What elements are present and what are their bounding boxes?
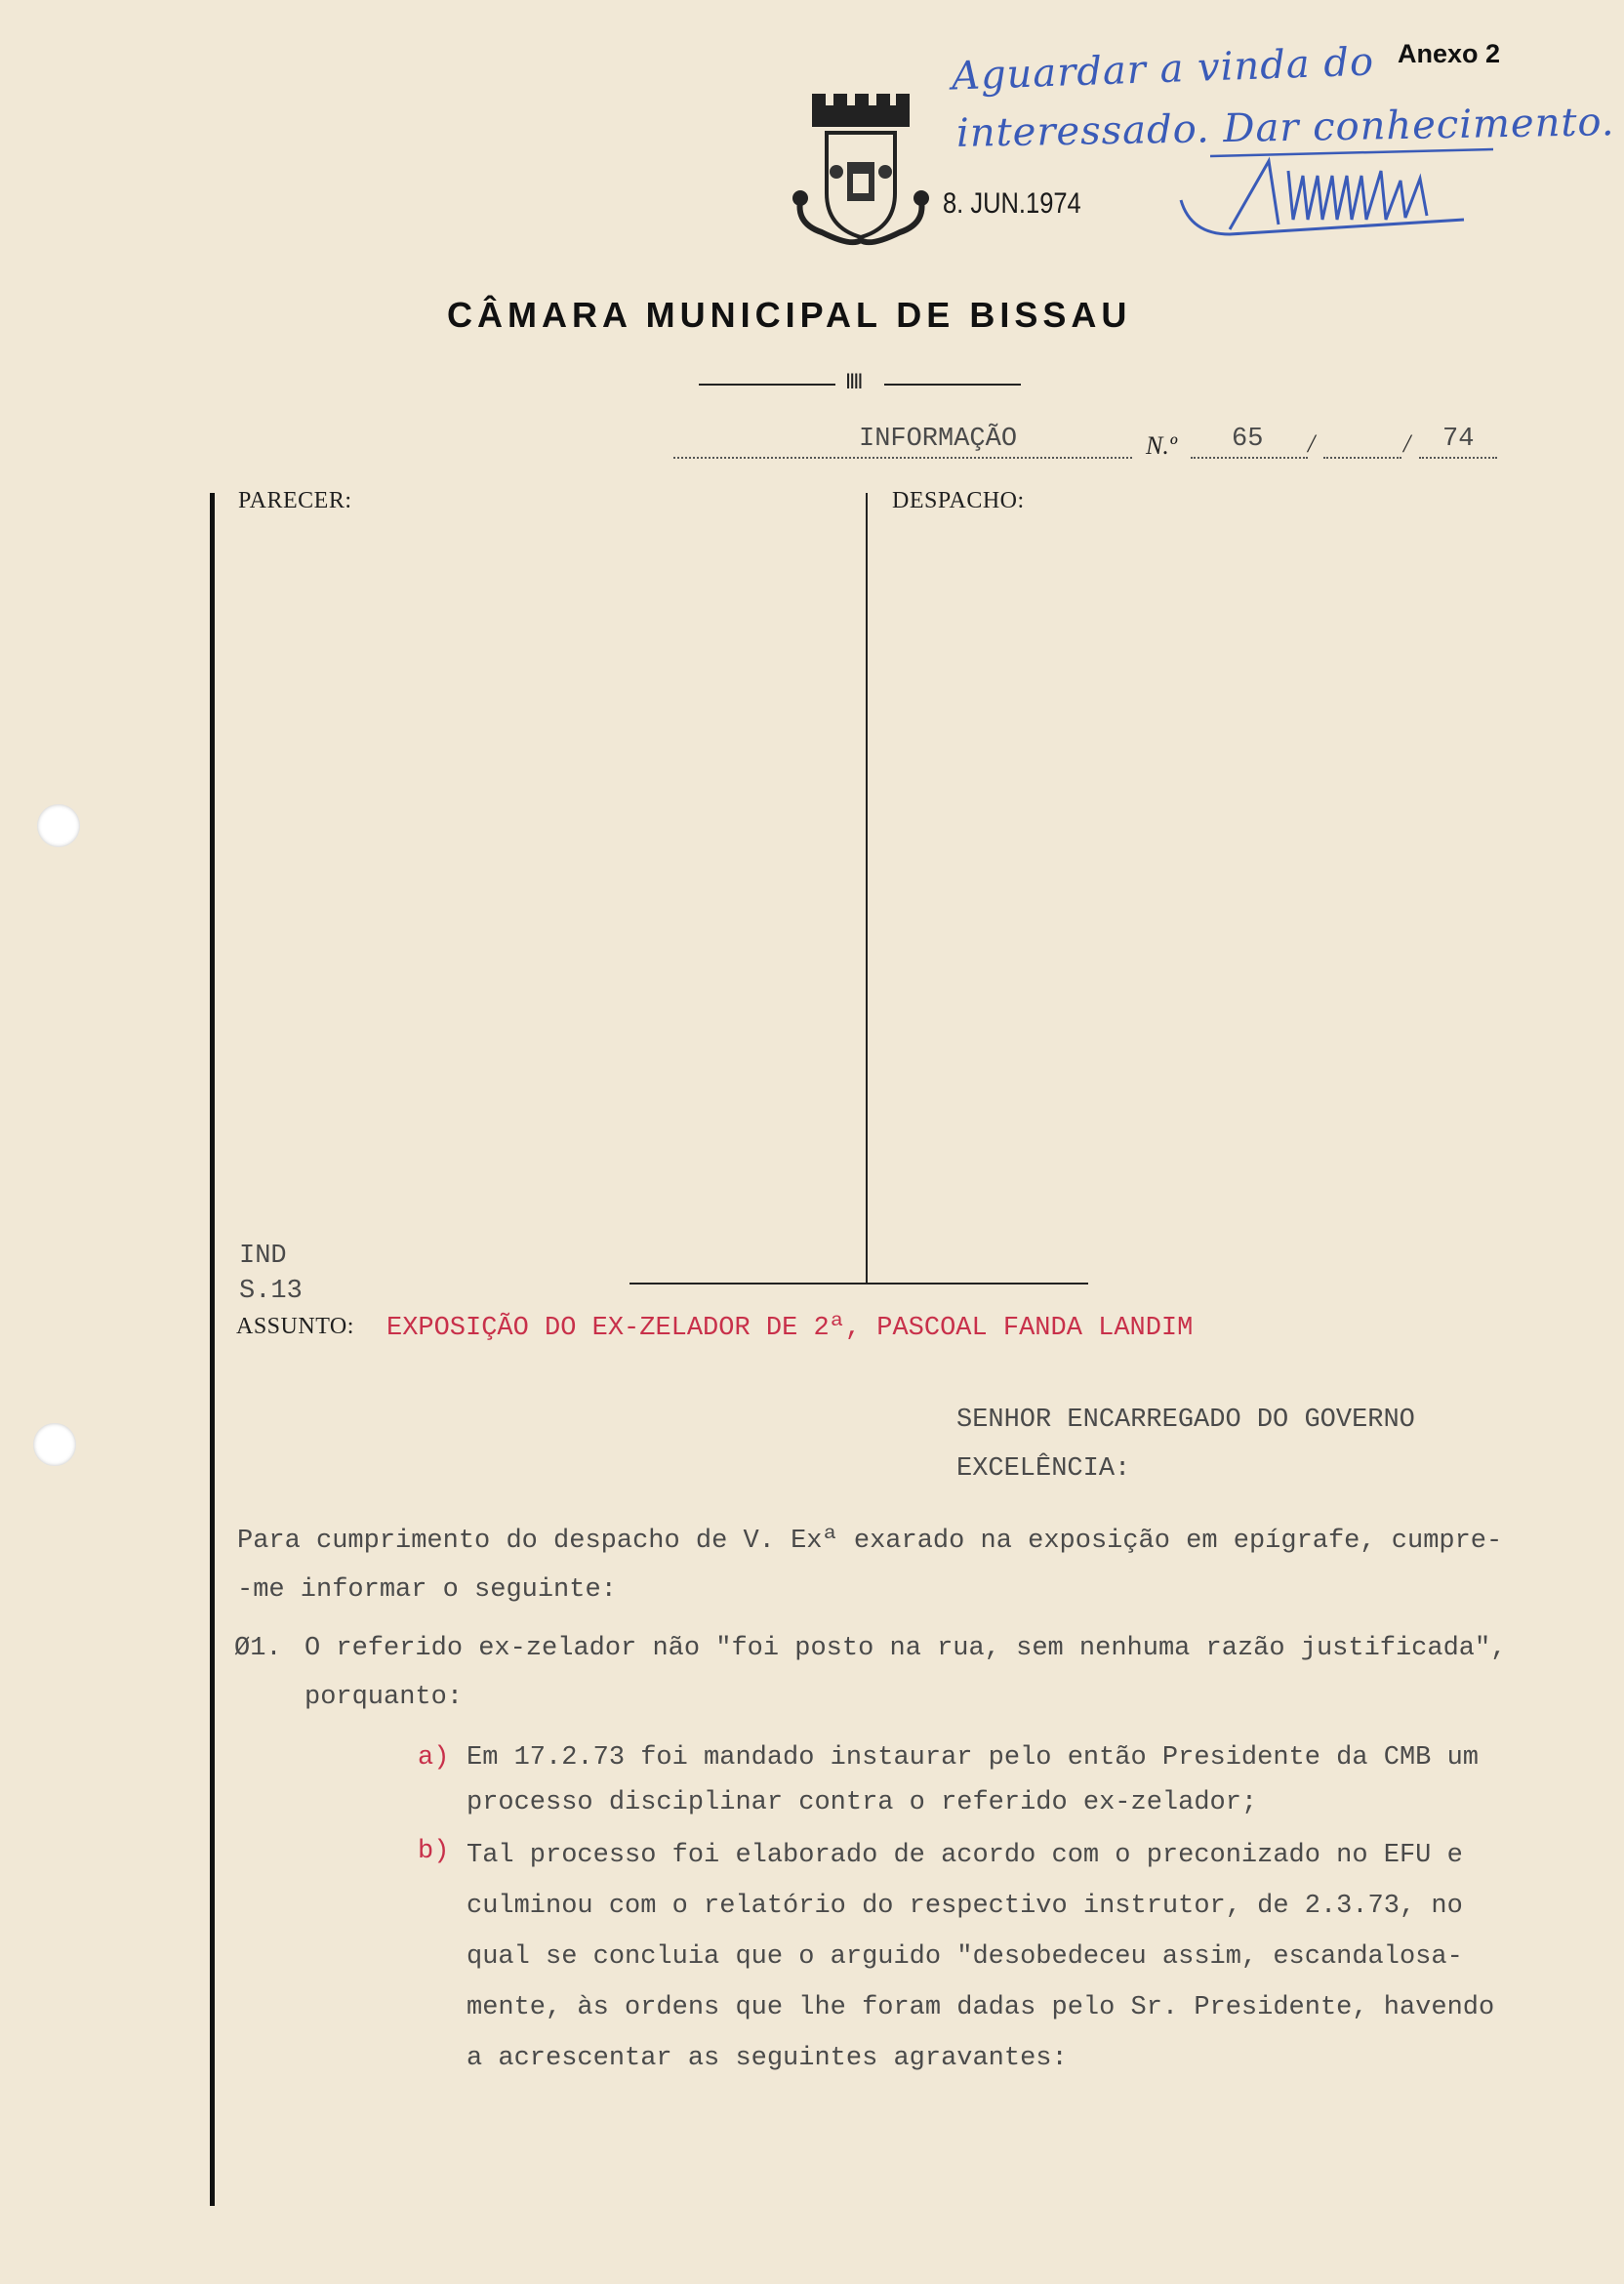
item-b-marker: b) — [418, 1837, 450, 1866]
handwritten-note-line2: interessado. Dar conhecimento. — [955, 100, 1615, 156]
header-divider-left — [699, 384, 835, 386]
section-bottom-rule — [629, 1283, 1088, 1285]
ind-section: S.13 — [239, 1277, 303, 1306]
informacao-value: INFORMAÇÃO — [859, 425, 1018, 454]
coat-of-arms-icon — [783, 86, 939, 252]
despacho-label: DESPACHO: — [892, 488, 1025, 513]
intro-line1: Para cumprimento do despacho de V. Exª exarado na exposição em epígrafe, cumpre- — [237, 1527, 1503, 1556]
item-a-marker: a) — [418, 1743, 450, 1773]
item1-line1: O referido ex-zelador não "foi posto na rua, sem nenhuma razão justificada", — [304, 1634, 1507, 1663]
item-b-line1: Tal processo foi elaborado de acordo com o preconizado no EFU e — [467, 1841, 1463, 1870]
annex-label: Anexo 2 — [1398, 39, 1501, 68]
item-a-line1: Em 17.2.73 foi mandado instaurar pelo então Presidente da CMB um — [467, 1743, 1479, 1773]
item-a-line2: processo disciplinar contra o referido ex-zelador; — [467, 1788, 1258, 1817]
numero-value: 65 — [1232, 425, 1264, 454]
page-title: CÂMARA MUNICIPAL DE BISSAU — [447, 295, 1132, 335]
assunto-value: EXPOSIÇÃO DO EX-ZELADOR DE 2ª, PASCOAL FANDA LANDIM — [386, 1314, 1194, 1343]
numero-separator-1: / — [1308, 429, 1316, 458]
item-b-line3: qual se concluia que o arguido "desobedeceu assim, escandalosa- — [467, 1942, 1463, 1972]
header-divider-mark: IIII — [845, 369, 862, 393]
header-divider-right — [884, 384, 1021, 386]
stamp-date: 8. JUN.1974 — [943, 187, 1081, 220]
assunto-label: ASSUNTO: — [236, 1314, 354, 1339]
left-margin-rule — [210, 493, 215, 2206]
numero-separator-2: / — [1403, 429, 1411, 458]
item-b-line4: mente, às ordens que lhe foram dadas pelo Sr. Presidente, havendo — [467, 1993, 1495, 2022]
ind-code: IND — [239, 1242, 287, 1271]
year-value: 74 — [1442, 425, 1475, 454]
handwritten-note-line1: Aguardar a vinda do — [951, 39, 1375, 100]
item1-line2: porquanto: — [304, 1683, 464, 1712]
punch-hole-top — [37, 804, 80, 847]
item-b-line2: culminou com o relatório do respectivo instrutor, de 2.3.73, no — [467, 1892, 1463, 1921]
intro-line2: -me informar o seguinte: — [237, 1575, 617, 1605]
signature-icon — [1171, 142, 1503, 249]
item1-number: Ø1. — [234, 1634, 282, 1663]
item-b-line5: a acrescentar as seguintes agravantes: — [467, 2044, 1068, 2073]
addressee-line2: EXCELÊNCIA: — [956, 1454, 1131, 1484]
numero-label: N.º — [1146, 431, 1177, 460]
punch-hole-bottom — [33, 1423, 76, 1466]
addressee-line1: SENHOR ENCARREGADO DO GOVERNO — [956, 1406, 1415, 1435]
despacho-divider — [866, 493, 868, 1284]
month-field — [1323, 435, 1401, 459]
parecer-label: PARECER: — [238, 488, 352, 513]
